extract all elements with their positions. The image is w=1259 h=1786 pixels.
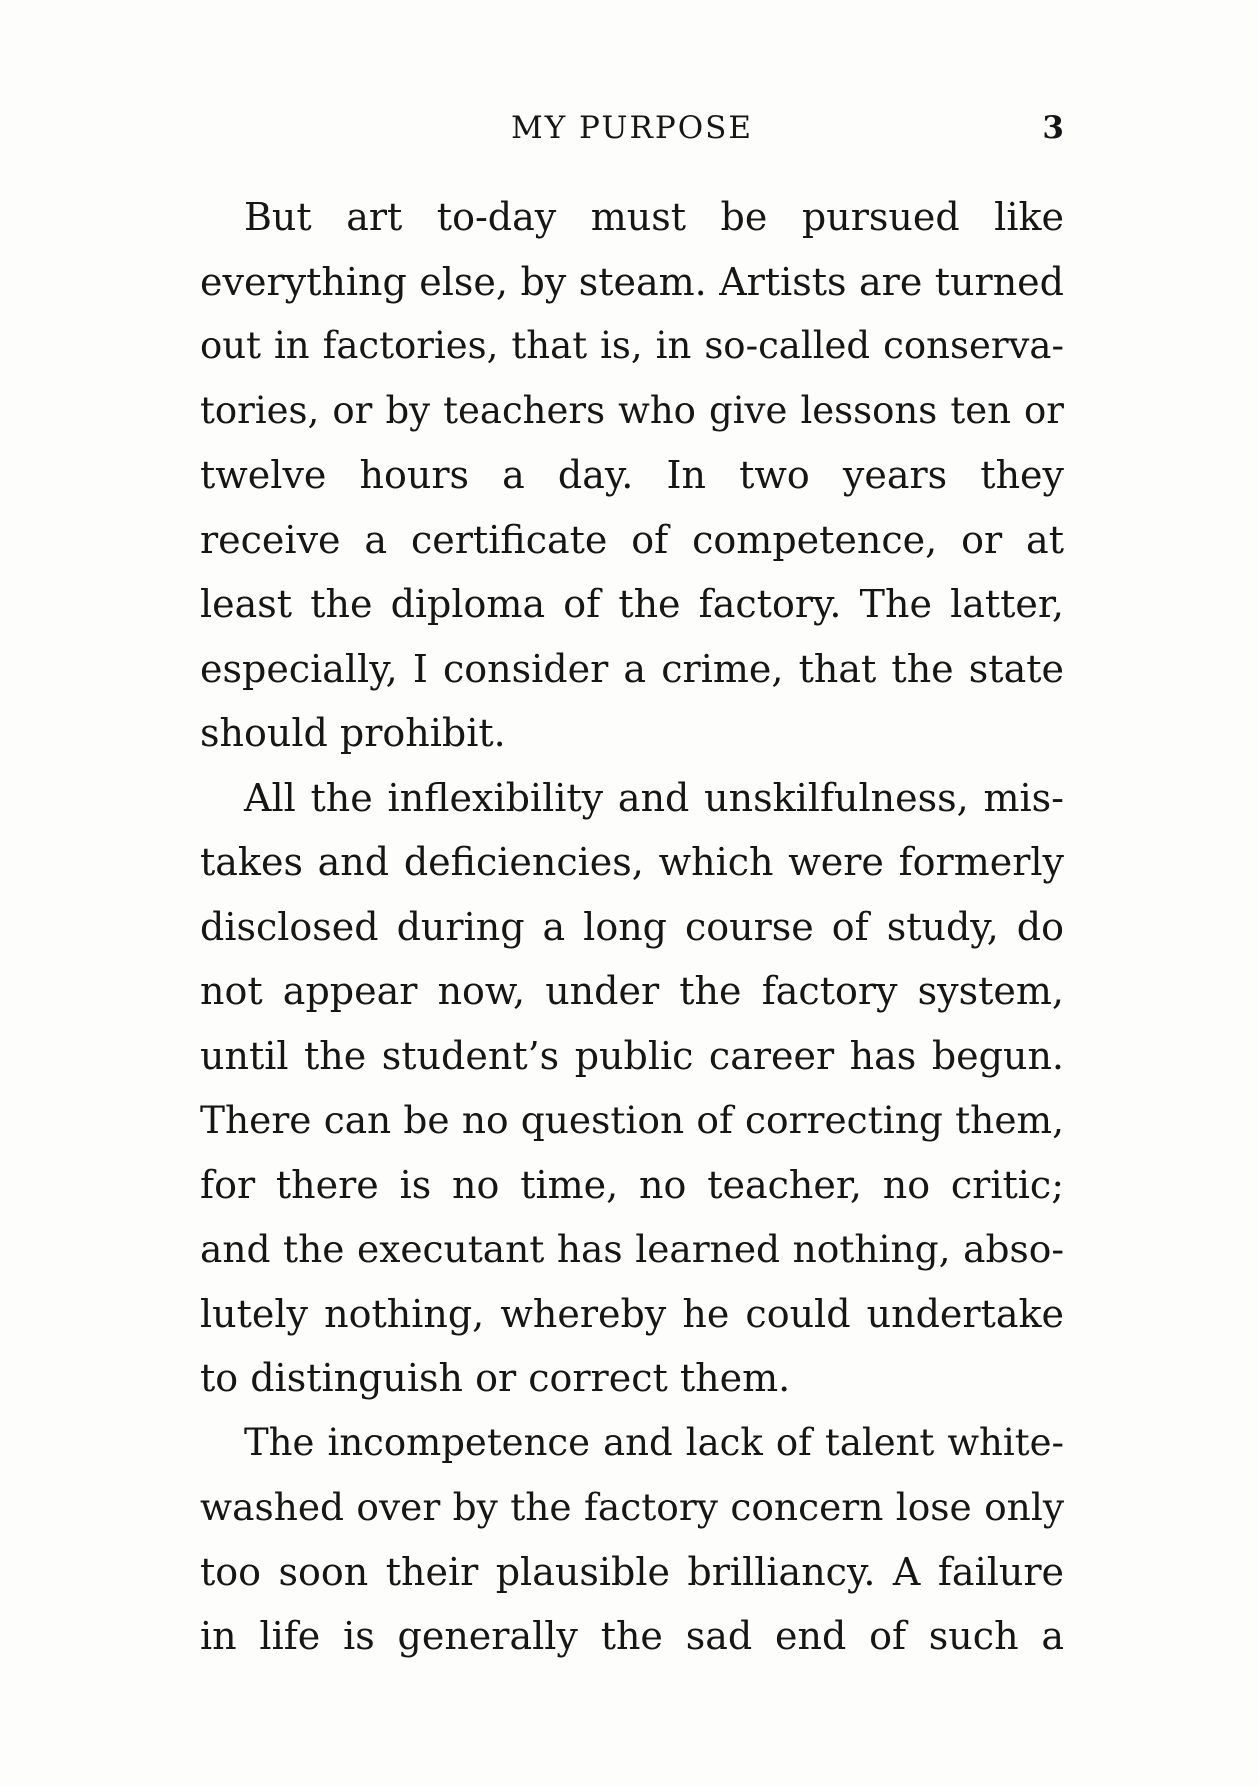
- running-title: MY PURPOSE: [511, 110, 753, 146]
- text-line: in life is generally the sad end of such a: [200, 1614, 1064, 1658]
- text-line: out in factories, that is, in so-called conserva-: [200, 324, 1064, 367]
- text-line: too soon their plausible brilliancy. A failure: [200, 1549, 1064, 1594]
- text-line: least the diploma of the factory. The latter,: [200, 582, 1064, 626]
- text-line: receive a certificate of competence, or at: [200, 517, 1064, 562]
- text-line: lutely nothing, whereby he could undertake: [200, 1291, 1064, 1336]
- text-line: There can be no question of correcting them,: [200, 1098, 1064, 1142]
- text-line: for there is no time, no teacher, no critic;: [200, 1162, 1064, 1207]
- text-line: tories, or by teachers who give lessons ten or: [200, 388, 1064, 432]
- text-line: All the inflexibility and unskilfulness, mis-: [244, 775, 1064, 820]
- text-line: should prohibit.: [200, 711, 506, 755]
- body-text: [200, 185, 1064, 1669]
- running-head: [200, 110, 1064, 160]
- text-line: washed over by the factory concern lose only: [200, 1485, 1064, 1529]
- text-line: and the executant has learned nothing, abso-: [200, 1227, 1064, 1271]
- text-line: to distinguish or correct them.: [200, 1356, 791, 1400]
- text-line: until the student’s public career has begun.: [200, 1033, 1064, 1078]
- text-line: takes and deficiencies, which were formerly: [200, 840, 1064, 884]
- text-line: twelve hours a day. In two years they: [200, 453, 1064, 497]
- text-line: everything else, by steam. Artists are turned: [200, 259, 1064, 304]
- page-number: 3: [1042, 110, 1064, 146]
- text-line: But art to-day must be pursued like: [244, 195, 1064, 239]
- text-line: The incompetence and lack of talent white-: [244, 1420, 1064, 1464]
- paragraph-3: [200, 1411, 1064, 1669]
- paragraph-1: [200, 185, 1064, 766]
- text-line: especially, I consider a crime, that the state: [200, 646, 1064, 691]
- text-line: not appear now, under the factory system,: [200, 969, 1064, 1013]
- paragraph-2: [200, 766, 1064, 1411]
- text-line: disclosed during a long course of study, do: [200, 904, 1064, 949]
